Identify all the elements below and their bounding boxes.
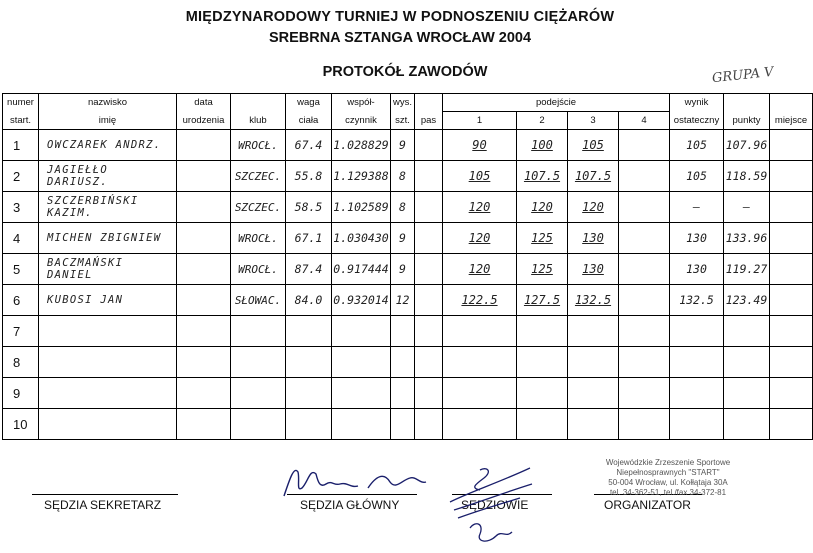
coefficient: [332, 409, 391, 440]
start-number: 8: [3, 347, 39, 378]
header-start: start.: [3, 112, 39, 130]
table-row: [3, 223, 813, 254]
attempt-3: 105: [568, 130, 619, 161]
header-pas: pas: [415, 112, 443, 130]
club: [231, 316, 286, 347]
attempt-4: [619, 254, 670, 285]
header-imie: imię: [39, 112, 177, 130]
table-row: [3, 192, 813, 223]
points: 107.96: [724, 130, 770, 161]
attempt-4: [619, 347, 670, 378]
attempt-3: [568, 409, 619, 440]
coefficient: 1.028829: [332, 130, 391, 161]
attempt-1: 120: [443, 223, 517, 254]
attempt-1: 105: [443, 161, 517, 192]
attempt-4: [619, 409, 670, 440]
club: [231, 409, 286, 440]
athlete-name: SZCZERBIŃSKI KAZIM.: [39, 192, 177, 223]
attempt-3: 107.5: [568, 161, 619, 192]
table-row: [3, 254, 813, 285]
attempt-2: 120: [517, 192, 568, 223]
header-waga: waga: [286, 94, 332, 112]
attempt-1: [443, 316, 517, 347]
attempt-4: [619, 161, 670, 192]
start-number: 4: [3, 223, 39, 254]
athlete-name: [39, 378, 177, 409]
belt: [415, 378, 443, 409]
club: SŁOWAC.: [231, 285, 286, 316]
attempt-4: [619, 285, 670, 316]
start-number: 3: [3, 192, 39, 223]
final-result: 105: [670, 161, 724, 192]
belt: [415, 285, 443, 316]
final-result: 130: [670, 254, 724, 285]
stamp-line: tel. 34-362-51, tel./fax 34-372-81: [609, 488, 727, 497]
rack-height: 9: [391, 223, 415, 254]
points: [724, 316, 770, 347]
body-weight: [286, 316, 332, 347]
rack-height: 9: [391, 130, 415, 161]
body-weight: [286, 378, 332, 409]
table-row: [3, 378, 813, 409]
attempt-2: 100: [517, 130, 568, 161]
attempt-2: [517, 409, 568, 440]
header-numer: numer: [3, 94, 39, 112]
birth-date: [177, 130, 231, 161]
start-number: 9: [3, 378, 39, 409]
header-data: data: [177, 94, 231, 112]
final-result: 105: [670, 130, 724, 161]
belt: [415, 254, 443, 285]
start-number: 10: [3, 409, 39, 440]
rack-height: [391, 409, 415, 440]
stamp-line: 50-004 Wrocław, ul. Kołłątaja 30A: [608, 478, 728, 487]
final-result: [670, 378, 724, 409]
final-result: —: [670, 192, 724, 223]
table-body: [3, 130, 813, 440]
attempt-2: 107.5: [517, 161, 568, 192]
judges-signature: [440, 462, 540, 552]
attempt-4: [619, 130, 670, 161]
attempt-1: [443, 378, 517, 409]
attempt-2: [517, 316, 568, 347]
points: [724, 378, 770, 409]
club: WROCŁ.: [231, 130, 286, 161]
attempt-2: 125: [517, 254, 568, 285]
birth-date: [177, 161, 231, 192]
start-number: 5: [3, 254, 39, 285]
attempt-4: [619, 316, 670, 347]
club: [231, 378, 286, 409]
attempt-1: 90: [443, 130, 517, 161]
attempt-3: [568, 347, 619, 378]
coefficient: [332, 378, 391, 409]
organizator-label: ORGANIZATOR: [604, 498, 691, 512]
body-weight: 58.5: [286, 192, 332, 223]
athlete-name: [39, 409, 177, 440]
athlete-name: [39, 347, 177, 378]
rack-height: 9: [391, 254, 415, 285]
table-row: [3, 285, 813, 316]
attempt-4: [619, 378, 670, 409]
rack-height: 12: [391, 285, 415, 316]
coefficient: 1.129388: [332, 161, 391, 192]
attempt-2: 127.5: [517, 285, 568, 316]
attempt-3: 132.5: [568, 285, 619, 316]
attempt-2: 125: [517, 223, 568, 254]
final-result: [670, 347, 724, 378]
points: 133.96: [724, 223, 770, 254]
glowny-label: SĘDZIA GŁÓWNY: [300, 498, 400, 512]
table-row: [3, 409, 813, 440]
header-ostateczny: ostateczny: [670, 112, 724, 130]
attempt-1: [443, 409, 517, 440]
club: WROCŁ.: [231, 223, 286, 254]
club: WROCŁ.: [231, 254, 286, 285]
place: [770, 347, 813, 378]
body-weight: 87.4: [286, 254, 332, 285]
points: [724, 347, 770, 378]
birth-date: [177, 223, 231, 254]
rack-height: 8: [391, 192, 415, 223]
birth-date: [177, 285, 231, 316]
group-note: GRUPA V: [711, 64, 775, 87]
athlete-name: MICHEN ZBIGNIEW: [39, 223, 177, 254]
body-weight: 67.4: [286, 130, 332, 161]
attempt-1: [443, 347, 517, 378]
header-wys: wys.: [391, 94, 415, 112]
header-wynik: wynik: [670, 94, 724, 112]
place: [770, 192, 813, 223]
athlete-name: KUBOSI JAN: [39, 285, 177, 316]
attempt-3: [568, 378, 619, 409]
start-number: 2: [3, 161, 39, 192]
final-result: 132.5: [670, 285, 724, 316]
coefficient: [332, 316, 391, 347]
rack-height: 8: [391, 161, 415, 192]
points: 119.27: [724, 254, 770, 285]
athlete-name: BACZMAŃSKI DANIEL: [39, 254, 177, 285]
header-wspol: współ-: [332, 94, 391, 112]
belt: [415, 223, 443, 254]
attempt-3: 130: [568, 254, 619, 285]
header-row-2: [3, 112, 813, 130]
body-weight: 84.0: [286, 285, 332, 316]
header-attempt-3: 3: [568, 112, 619, 130]
place: [770, 316, 813, 347]
attempt-1: 120: [443, 192, 517, 223]
header-attempt-4: 4: [619, 112, 670, 130]
athlete-name: OWCZAREK ANDRZ.: [39, 130, 177, 161]
attempt-2: [517, 347, 568, 378]
club: [231, 347, 286, 378]
place: [770, 223, 813, 254]
place: [770, 378, 813, 409]
table-row: [3, 316, 813, 347]
birth-date: [177, 316, 231, 347]
birth-date: [177, 254, 231, 285]
belt: [415, 316, 443, 347]
attempt-4: [619, 192, 670, 223]
coefficient: [332, 347, 391, 378]
body-weight: [286, 409, 332, 440]
points: 123.49: [724, 285, 770, 316]
header-nazwisko: nazwisko: [39, 94, 177, 112]
start-number: 6: [3, 285, 39, 316]
sekretarz-label: SĘDZIA SEKRETARZ: [44, 498, 162, 512]
place: [770, 409, 813, 440]
coefficient: 1.102589: [332, 192, 391, 223]
attempt-3: [568, 316, 619, 347]
header-ciala: ciała: [286, 112, 332, 130]
belt: [415, 130, 443, 161]
header-urodzenia: urodzenia: [177, 112, 231, 130]
attempt-3: 120: [568, 192, 619, 223]
attempt-4: [619, 223, 670, 254]
place: [770, 130, 813, 161]
start-number: 1: [3, 130, 39, 161]
club: SZCZEC.: [231, 161, 286, 192]
place: [770, 285, 813, 316]
header-pas-top: [415, 94, 443, 112]
place: [770, 161, 813, 192]
rack-height: [391, 378, 415, 409]
attempt-1: 120: [443, 254, 517, 285]
header-punkty-top: [724, 94, 770, 112]
start-number: 7: [3, 316, 39, 347]
body-weight: 55.8: [286, 161, 332, 192]
belt: [415, 409, 443, 440]
athlete-name: JAGIEŁŁO DARIUSZ.: [39, 161, 177, 192]
organizer-stamp: [593, 458, 743, 498]
athlete-name: [39, 316, 177, 347]
title-line-2: SREBRNA SZTANGA WROCŁAW 2004: [268, 30, 532, 46]
header-czynnik: czynnik: [332, 112, 391, 130]
attempt-3: 130: [568, 223, 619, 254]
coefficient: 0.932014: [332, 285, 391, 316]
header-attempt-1: 1: [443, 112, 517, 130]
rack-height: [391, 316, 415, 347]
final-result: 130: [670, 223, 724, 254]
header-attempt-2: 2: [517, 112, 568, 130]
sekretarz-line: [32, 494, 178, 495]
head-judge-signature: [280, 458, 430, 502]
results-table: [2, 93, 813, 440]
final-result: [670, 316, 724, 347]
header-miejsce-top: [770, 94, 813, 112]
belt: [415, 161, 443, 192]
birth-date: [177, 409, 231, 440]
table-row: [3, 347, 813, 378]
coefficient: 1.030430: [332, 223, 391, 254]
stamp-line: Niepełnosprawnych "START": [616, 468, 720, 477]
header-podejscie: podejście: [443, 94, 670, 112]
sedziowie-label: SĘDZIOWIE: [461, 498, 529, 512]
belt: [415, 192, 443, 223]
points: 118.59: [724, 161, 770, 192]
attempt-2: [517, 378, 568, 409]
header-klub: klub: [231, 112, 286, 130]
body-weight: [286, 347, 332, 378]
points: —: [724, 192, 770, 223]
table-row: [3, 130, 813, 161]
attempt-1: 122.5: [443, 285, 517, 316]
header-punkty: punkty: [724, 112, 770, 130]
body-weight: 67.1: [286, 223, 332, 254]
points: [724, 409, 770, 440]
birth-date: [177, 192, 231, 223]
title-line-1: MIĘDZYNARODOWY TURNIEJ W PODNOSZENIU CIĘŻARÓW: [185, 9, 615, 25]
header-klub-top: [231, 94, 286, 112]
final-result: [670, 409, 724, 440]
header-row-1: [3, 94, 813, 112]
coefficient: 0.917444: [332, 254, 391, 285]
belt: [415, 347, 443, 378]
header-szt: szt.: [391, 112, 415, 130]
club: SZCZEC.: [231, 192, 286, 223]
header-miejsce: miejsce: [770, 112, 813, 130]
birth-date: [177, 378, 231, 409]
rack-height: [391, 347, 415, 378]
protocol-title: PROTOKÓŁ ZAWODÓW: [322, 64, 488, 80]
stamp-line: Wojewódzkie Zrzeszenie Sportowe: [605, 458, 731, 467]
table-row: [3, 161, 813, 192]
birth-date: [177, 347, 231, 378]
place: [770, 254, 813, 285]
